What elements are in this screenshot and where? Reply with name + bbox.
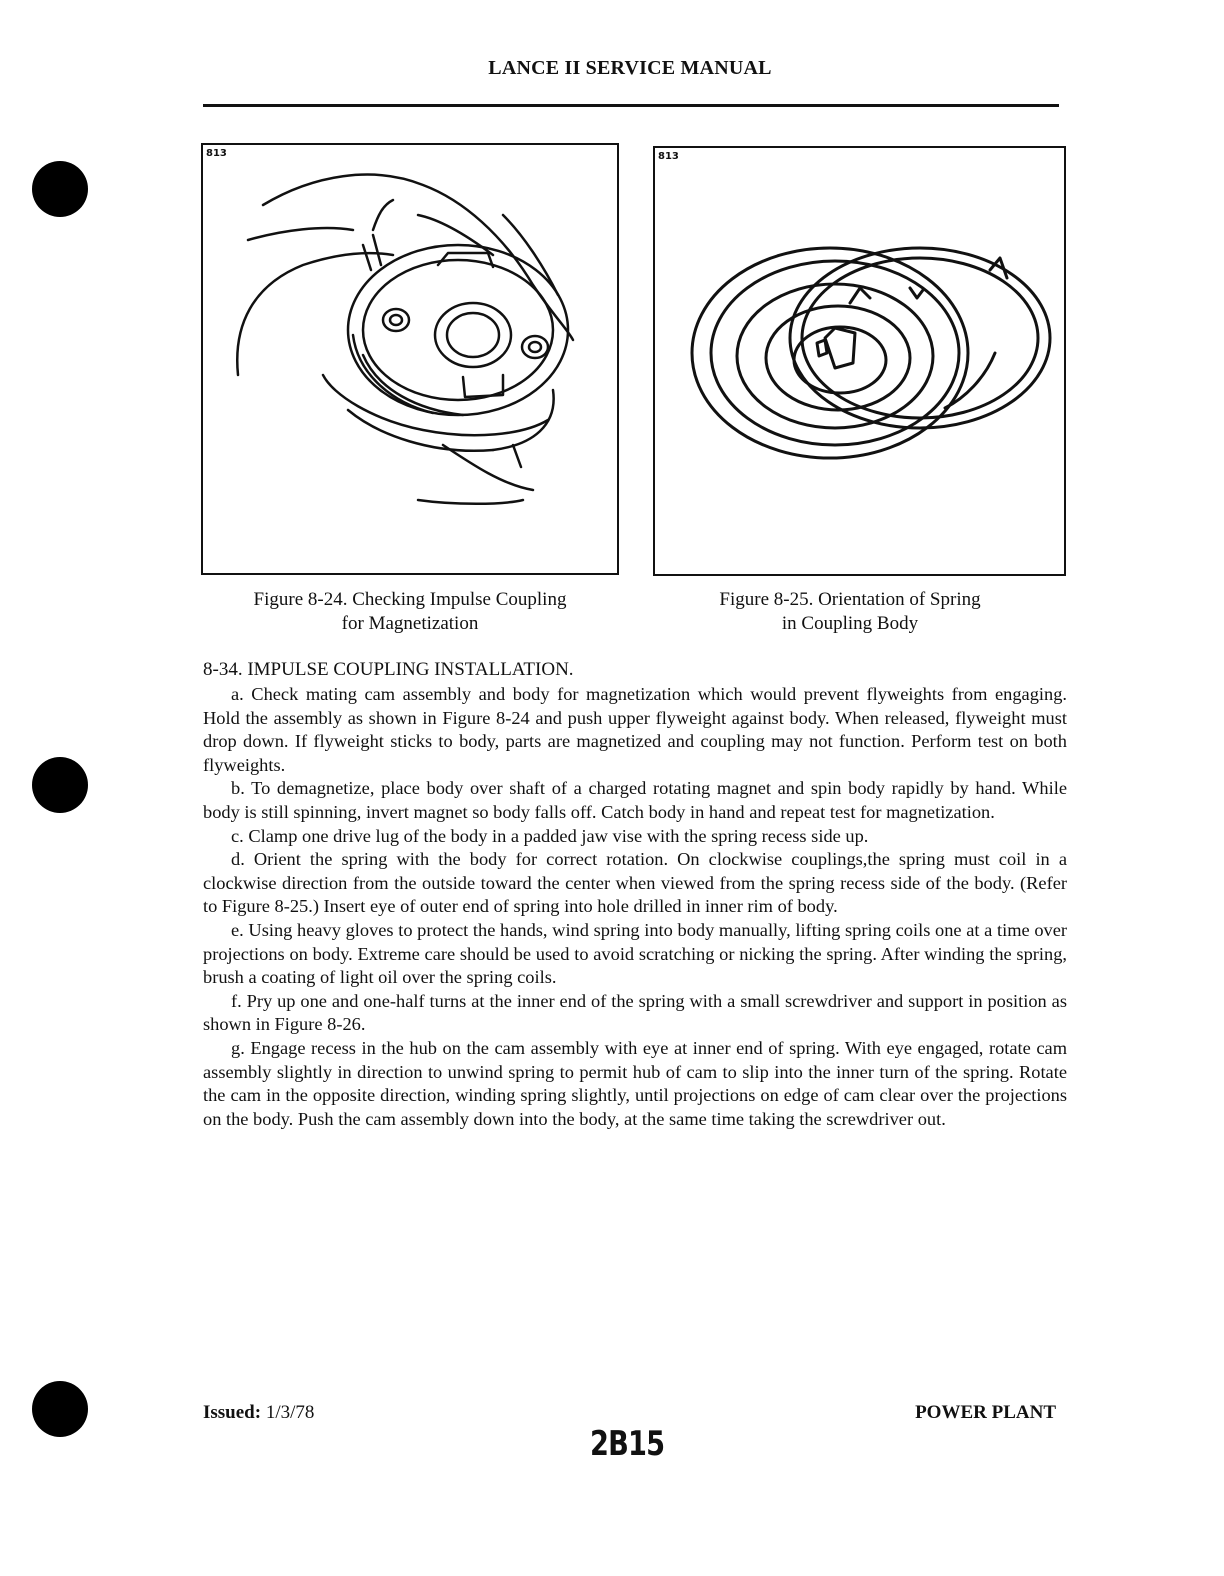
paragraph-c: c. Clamp one drive lug of the body in a padded jaw vise with the spring recess side up. — [231, 825, 869, 846]
hand-holding-impulse-coupling-illustration — [203, 145, 617, 573]
paragraph-b: b. To demagnetize, place body over shaft of a charged rotating magnet and spin body rapidly by hand. While body is still spinning, invert magnet so body falls off. Catch body in hand and repeat test for magnetization. — [203, 778, 1067, 822]
paragraph-f: f. Pry up one and one-half turns at the inner end of the spring with a small screwdriver and support in position as shown in Figure 8-26. — [203, 990, 1067, 1035]
paragraph-e: e. Using heavy gloves to protect the hands, wind spring into body manually, lifting spring coils one at a time over projections on body. Extreme care should be used to avoid scratching or nicking the spring. After winding the spring, brush a coating of light oil over the spring coils. — [203, 919, 1067, 988]
spring-in-coupling-body-illustration — [655, 148, 1064, 574]
figure-8-24 — [201, 143, 619, 575]
issued-date — [203, 1402, 314, 1424]
header-rule — [203, 104, 1059, 107]
issued-label: Issued: — [203, 1402, 262, 1423]
paragraph-g: g. Engage recess in the hub on the cam assembly with eye at inner end of spring. With eye engaged, rotate cam assembly slightly in direction to unwind spring to permit hub of cam to slip into the inner turn of the spring. Rotate the cam in the opposite direction, winding spring slightly, until projections on edge of cam clear over the projections on the body. Push the cam assembly down into the body, at the same time taking the screwdriver out. — [203, 1037, 1067, 1129]
page-code: 2B15 — [590, 1424, 665, 1464]
caption-line: Figure 8-25. Orientation of Spring — [719, 589, 981, 610]
caption-line: for Magnetization — [341, 613, 479, 634]
paragraph-d: d. Orient the spring with the body for correct rotation. On clockwise couplings,the spring must coil in a clockwise direction from the outside toward the center when viewed from the spring recess side of the body. (Refer to Figure 8-25.) Insert eye of outer end of spring into hole drilled in inner rim of body. — [203, 849, 1067, 917]
punch-hole-middle — [32, 757, 88, 813]
figure-8-25-caption — [648, 588, 1052, 636]
paragraph-a: a. Check mating cam assembly and body for magnetization which would prevent flyweights from engaging. Hold the assembly as shown in Figure 8-24 and push upper flyweight against body. When released, flyweight must drop down. If flyweight sticks to body, parts are magnetized and coupling may not function. Perform test on both flyweights. — [203, 684, 1067, 775]
caption-line: Figure 8-24. Checking Impulse Coupling — [253, 589, 567, 610]
figure-code: 813 — [658, 151, 679, 162]
figure-8-24-caption — [198, 588, 622, 636]
page-header-title: LANCE II SERVICE MANUAL — [488, 57, 772, 79]
section-heading: 8-34. IMPULSE COUPLING INSTALLATION. — [203, 659, 574, 680]
figure-code: 813 — [206, 148, 227, 159]
section-name: POWER PLANT — [915, 1402, 1056, 1423]
section-body — [203, 683, 1067, 1131]
issued-value: 1/3/78 — [265, 1402, 315, 1423]
punch-hole-top — [32, 161, 88, 217]
punch-hole-bottom — [32, 1381, 88, 1437]
figure-8-25 — [653, 146, 1066, 576]
caption-line: in Coupling Body — [781, 613, 919, 634]
